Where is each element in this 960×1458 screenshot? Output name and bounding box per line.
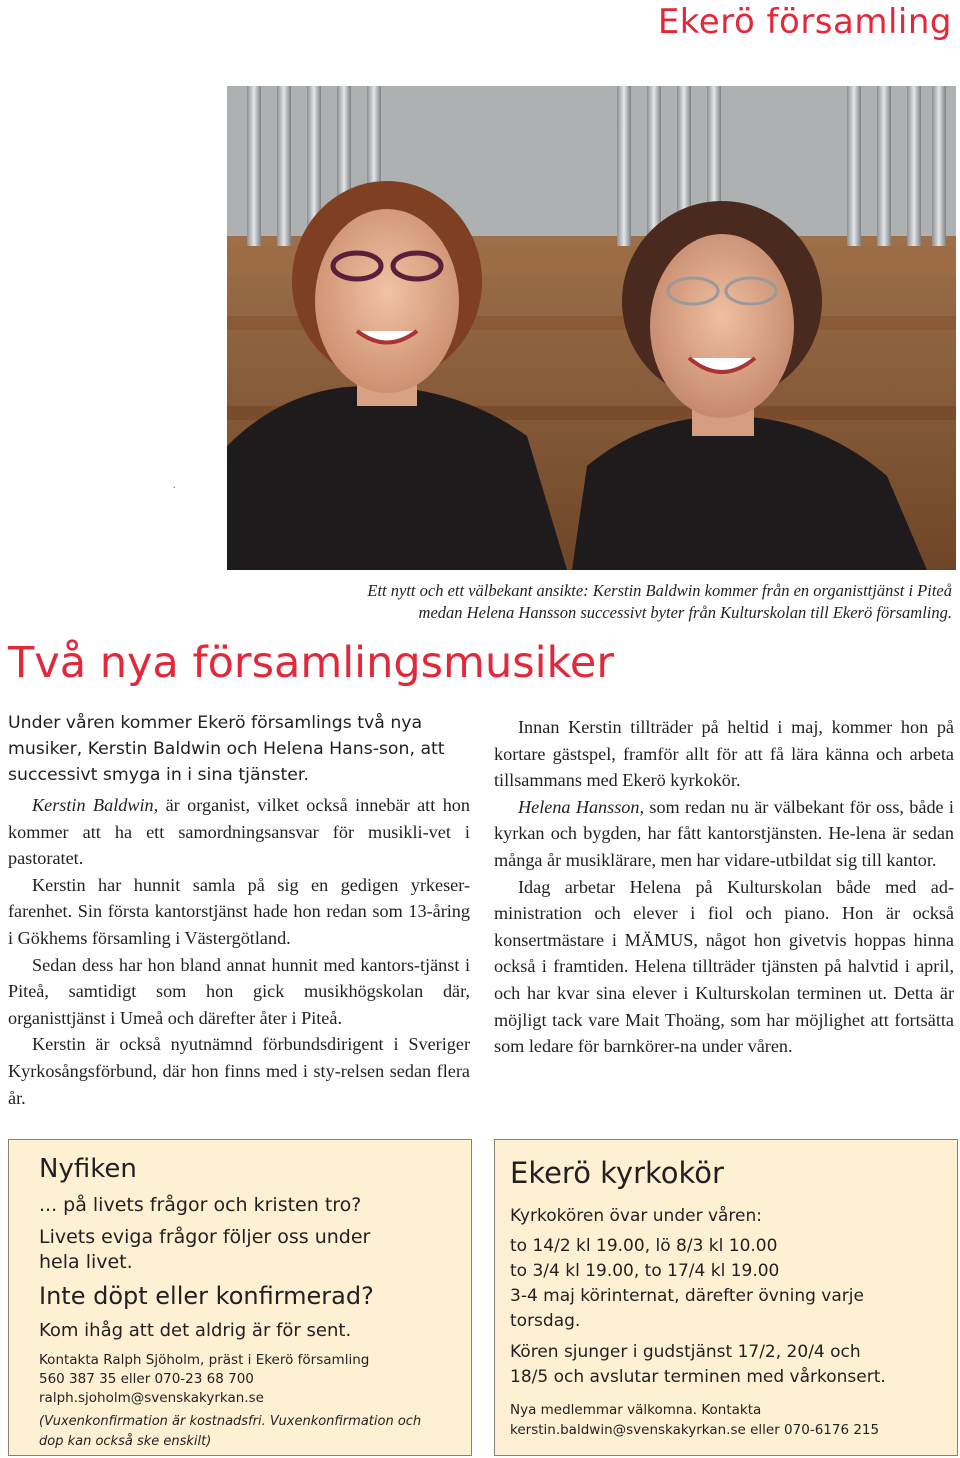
stray-dot: . (173, 480, 176, 491)
paragraph-kerstin-intro (8, 792, 470, 872)
kyrkokor-box (494, 1139, 958, 1456)
paragraph-helena-intro (494, 794, 954, 874)
nyfiken-note-1: (Vuxenkonfirmation är kostnadsfri. Vuxenkonfirmation och (39, 1414, 422, 1429)
parish-name: Ekerö församling (657, 2, 952, 42)
headline: Två nya församlingsmusiker (8, 638, 615, 688)
paragraph-history: Sedan dess har hon bland annat hunnit med kantors-tjänst i Piteå, samtidigt som hon gick musikhögskolan där, organisttjänst i Umeå och därefter åter i Piteå. (8, 954, 470, 1028)
kyrkokor-intro: Kyrkokören övar under våren: (510, 1206, 763, 1226)
nyfiken-question-2a: Livets eviga frågor följer oss under (39, 1226, 371, 1248)
nyfiken-title: Nyfiken (39, 1154, 137, 1184)
paragraph-kerstin-start: Innan Kerstin tillträder på heltid i maj, kommer hon på kortare gästspel, framför allt för att få lära känna och arbeta tillsammans med Ekerö kyrkokör. (494, 717, 954, 791)
name-kerstin: Kerstin Baldwin, (32, 795, 159, 815)
nyfiken-contact-phone: 560 387 35 eller 070-23 68 700 (39, 1371, 254, 1387)
paragraph-helena-work: Idag arbetar Helena på Kulturskolan både med ad-ministration och elever i fiol och piano. Hon är också konsertmästare i MÄMUS, något hon givetvis hoppas hinna också i framtiden. Helena tillträder tjänsten på halvtid i april, och har kvar sina elever i Kulturskolan terminen ut. Detta är möjligt tack vare Mait Thoäng, som har möjlighet att fortsätta som ledare för barnkörer-na under våren. (494, 876, 954, 1057)
nyfiken-contact-email[interactable]: ralph.sjoholm@svenskakyrkan.se (39, 1390, 264, 1406)
nyfiken-question-3: Inte döpt eller konfirmerad? (39, 1282, 374, 1310)
paragraph-experience: Kerstin har hunnit samla på sig en gedigen yrkeser-farenhet. Sin första kantorstjänst hade hon redan som 13-åring i Gökhems församling i Västergötland. (8, 874, 470, 948)
photo-two-women-icon (227, 86, 956, 570)
left-column (8, 710, 470, 1111)
kyrkokor-contact-2[interactable]: kerstin.baldwin@svenskakyrkan.se eller 070-6176 215 (510, 1422, 880, 1438)
right-column (494, 714, 954, 1060)
photo-caption (227, 580, 952, 624)
nyfiken-question-2b: hela livet. (39, 1251, 133, 1273)
kyrkokor-date-3a: 3-4 maj körinternat, därefter övning varje (510, 1286, 864, 1306)
name-helena: Helena Hansson, (518, 796, 645, 817)
caption-line-2: medan Helena Hansson successivt byter från Kulturskolan till Ekerö församling. (418, 603, 952, 622)
kyrkokor-service-1: Kören sjunger i gudstjänst 17/2, 20/4 och (510, 1342, 861, 1362)
kyrkokor-date-2: to 3/4 kl 19.00, to 17/4 kl 19.00 (510, 1261, 780, 1281)
nyfiken-reminder: Kom ihåg att det aldrig är för sent. (39, 1320, 352, 1341)
kyrkokor-service-2: 18/5 och avslutar terminen med vårkonsert. (510, 1367, 886, 1387)
paragraph-conductor: Kerstin är också nyutnämnd förbundsdirigent i Sveriger Kyrkosångsförbund, där hon finns med i sty-relsen sedan flera år. (8, 1034, 470, 1108)
nyfiken-contact-name: Kontakta Ralph Sjöholm, präst i Ekerö församling (39, 1352, 370, 1368)
paragraph-kerstin-rest: är organist, vilket också innebär att hon kommer att ha ett samordningsansvar för musikli-vet i pastoratet. (8, 795, 470, 869)
paragraph-helena-rest: som redan nu är välbekant för oss, både i kyrkan och bygden, har fått kantorstjänsten. He-lena är sedan många år musiklärare, men har vidare-utbildat sig till kantor. (494, 796, 954, 870)
kyrkokor-title: Ekerö kyrkokör (510, 1156, 724, 1190)
nyfiken-box (8, 1139, 472, 1456)
kyrkokor-date-3b: torsdag. (510, 1311, 581, 1331)
lead-paragraph: Under våren kommer Ekerö församlings två nya musiker, Kerstin Baldwin och Helena Hans-son, att successivt smyga in i sina tjänster. (8, 713, 445, 785)
nyfiken-question-1: ... på livets frågor och kristen tro? (39, 1194, 362, 1216)
caption-line-1: Ett nytt och ett välbekant ansikte: Kerstin Baldwin kommer från en organisttjänst i Piteå (367, 581, 952, 600)
nyfiken-note-2: dop kan också ske enskilt) (39, 1434, 212, 1449)
kyrkokor-contact-1: Nya medlemmar välkomna. Kontakta (510, 1402, 762, 1418)
kyrkokor-date-1: to 14/2 kl 19.00, lö 8/3 kl 10.00 (510, 1236, 778, 1256)
photo-two-women (227, 86, 956, 570)
